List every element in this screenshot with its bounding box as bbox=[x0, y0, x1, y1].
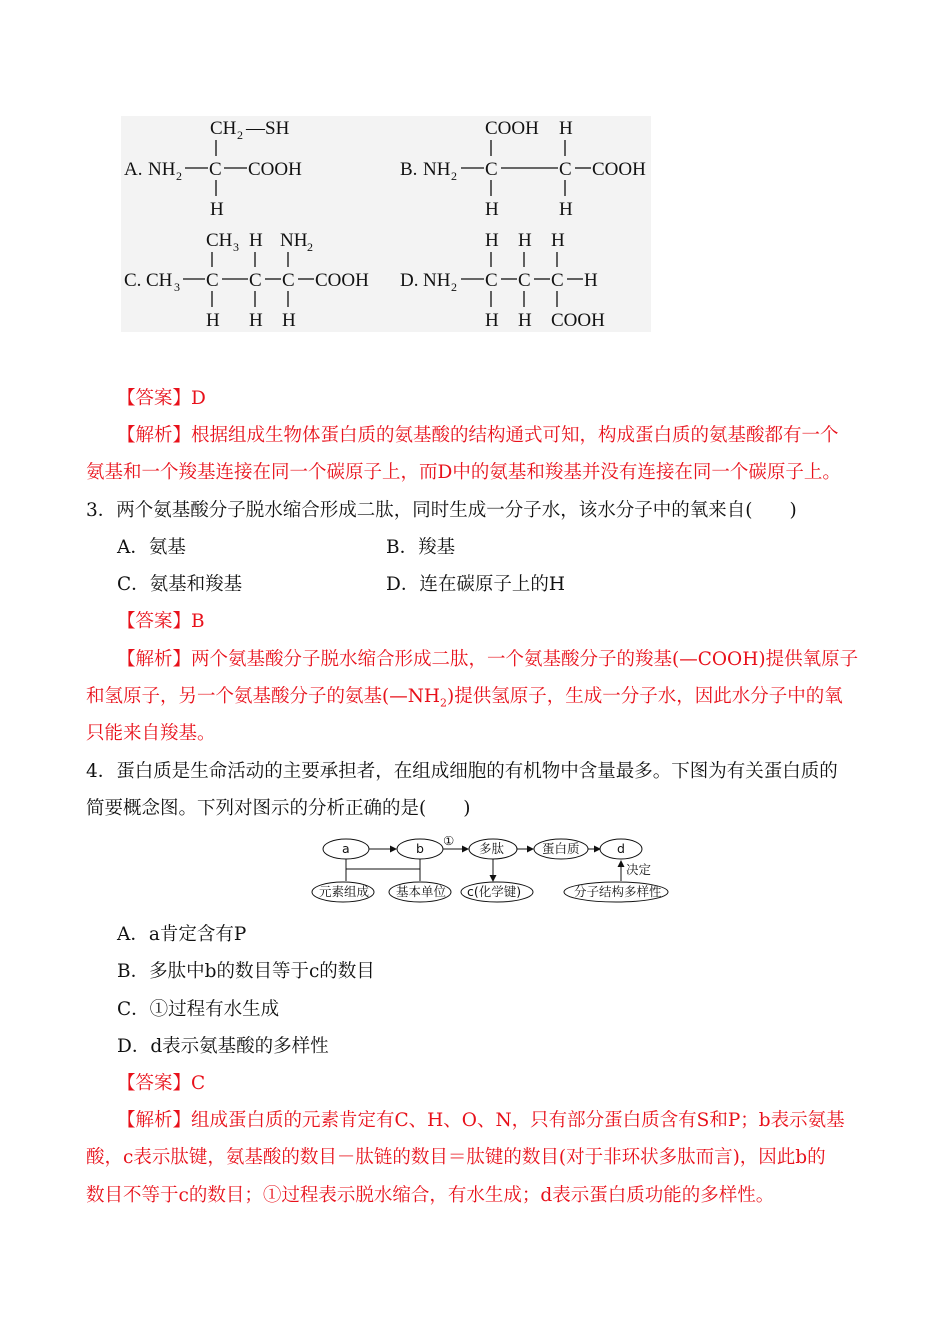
q4-analysis-text1: 组成蛋白质的元素肯定有C、H、O、N，只有部分蛋白质含有S和P；b表示氨基 bbox=[191, 1110, 845, 1131]
structure-d-center2: C bbox=[518, 270, 531, 291]
q2-analysis-line1 bbox=[117, 423, 839, 449]
node-b-label: b bbox=[416, 841, 424, 856]
q4-answer-value: C bbox=[191, 1073, 206, 1094]
structure-b bbox=[400, 118, 646, 220]
structure-c-letter: C. bbox=[124, 270, 142, 291]
q4-answer bbox=[117, 1071, 205, 1097]
structure-c-bottom1: H bbox=[206, 310, 220, 331]
structure-a-letter: A. bbox=[124, 159, 143, 180]
q2-analysis-line2: 氨基和一个羧基连接在同一个碳原子上，而D中的氨基和羧基并没有连接在同一个碳原子上。 bbox=[86, 462, 841, 483]
structure-c-left: CH bbox=[146, 270, 173, 291]
structure-b-bottom2: H bbox=[559, 199, 573, 220]
node-unit-label: 基本单位 bbox=[396, 884, 447, 899]
structure-d-bottom2: H bbox=[518, 310, 532, 331]
structure-a-bottom: H bbox=[210, 199, 224, 220]
q4-analysis-line3: 数目不等于c的数目；①过程表示脱水缩合，有水生成；d表示蛋白质功能的多样性。 bbox=[86, 1185, 775, 1206]
structure-c-top1: CH bbox=[206, 230, 233, 251]
structure-d-center3: C bbox=[551, 270, 564, 291]
q3-analysis-line2 bbox=[86, 684, 843, 717]
q3-analysis-line1 bbox=[117, 647, 858, 673]
q2-answer-label: 【答案】 bbox=[117, 388, 192, 409]
q2-answer-value: D bbox=[191, 388, 206, 409]
structure-a-center: C bbox=[209, 159, 222, 180]
structure-d-top3: H bbox=[551, 230, 565, 251]
structure-b-letter: B. bbox=[400, 159, 418, 180]
structure-c-top2: H bbox=[249, 230, 263, 251]
structure-a-top: CH bbox=[210, 118, 237, 139]
node-diversity-label: 分子结构多样性 bbox=[574, 884, 662, 899]
q3-answer-label: 【答案】 bbox=[117, 611, 192, 632]
structure-b-right: COOH bbox=[592, 159, 646, 180]
q3-analysis-text2b: )提供氢原子，生成一分子水，因此水分子中的氧 bbox=[447, 686, 843, 707]
q3-analysis-sub: 2 bbox=[440, 696, 448, 710]
q3-analysis-line3: 只能来自羧基。 bbox=[86, 723, 216, 744]
q3-option-a: A．氨基 bbox=[117, 537, 186, 558]
q4-analysis-label: 【解析】 bbox=[117, 1110, 192, 1131]
q4-option-c: C．①过程有水生成 bbox=[117, 999, 280, 1020]
structure-b-bottom1: H bbox=[485, 199, 499, 220]
node-a-label: a bbox=[342, 841, 350, 856]
structure-c-center1: C bbox=[206, 270, 219, 291]
structure-d-left-sub: 2 bbox=[451, 280, 457, 294]
q4-option-d: D．d表示氨基酸的多样性 bbox=[117, 1036, 329, 1057]
structure-a-left: NH bbox=[148, 159, 176, 180]
q4-answer-label: 【答案】 bbox=[117, 1073, 192, 1094]
q3-answer-value: B bbox=[191, 611, 205, 632]
node-protein-label: 蛋白质 bbox=[542, 841, 580, 856]
structure-a-top-sub: 2 bbox=[237, 128, 243, 142]
structure-c-top3-sub: 2 bbox=[307, 240, 313, 254]
step-1-label: ① bbox=[443, 836, 455, 848]
structure-d-center1: C bbox=[485, 270, 498, 291]
decide-label: 决定 bbox=[626, 862, 652, 877]
q3-option-d: D．连在碳原子上的H bbox=[386, 574, 565, 595]
structure-c-right: COOH bbox=[315, 270, 369, 291]
structure-a-right: COOH bbox=[248, 159, 302, 180]
q4-option-b: B．多肽中b的数目等于c的数目 bbox=[117, 961, 375, 982]
structure-a-left-sub: 2 bbox=[176, 169, 182, 183]
protein-concept-diagram bbox=[310, 836, 680, 906]
q2-analysis-text1: 根据组成生物体蛋白质的氨基酸的结构通式可知，构成蛋白质的氨基酸都有一个 bbox=[191, 425, 839, 446]
q3-option-b: B．羧基 bbox=[386, 537, 456, 558]
structure-c-center2: C bbox=[249, 270, 262, 291]
structure-d-bottom3: COOH bbox=[551, 310, 605, 331]
node-d-label: d bbox=[617, 841, 625, 856]
q3-answer bbox=[117, 609, 205, 635]
structure-b-left-sub: 2 bbox=[451, 169, 457, 183]
structure-d-bottom1: H bbox=[485, 310, 499, 331]
q4-stem-line1: 4．蛋白质是生命活动的主要承担者，在组成细胞的有机物中含量最多。下图为有关蛋白质的 bbox=[86, 761, 838, 782]
structure-d-top2: H bbox=[518, 230, 532, 251]
q4-stem-line2: 简要概念图。下列对图示的分析正确的是( ) bbox=[86, 798, 471, 819]
q4-analysis-line1 bbox=[117, 1108, 845, 1134]
structure-c-bottom3: H bbox=[282, 310, 296, 331]
structure-d-letter: D. bbox=[400, 270, 419, 291]
structure-c bbox=[124, 230, 369, 331]
structure-c-center3: C bbox=[282, 270, 295, 291]
structure-b-top2: H bbox=[559, 118, 573, 139]
q3-analysis-text1: 两个氨基酸分子脱水缩合形成二肽，一个氨基酸分子的羧基(—COOH)提供氧原子 bbox=[191, 649, 859, 670]
node-c-label: c(化学键) bbox=[467, 884, 522, 899]
structure-c-top3: NH bbox=[280, 230, 308, 251]
structure-a-top-tail: —SH bbox=[246, 118, 290, 139]
node-elements-label: 元素组成 bbox=[319, 884, 370, 899]
structure-d bbox=[400, 230, 605, 331]
node-polypeptide-label: 多肽 bbox=[479, 841, 505, 856]
structure-c-left-sub: 3 bbox=[174, 280, 180, 294]
structure-b-center1: C bbox=[485, 159, 498, 180]
structure-b-left: NH bbox=[423, 159, 451, 180]
q2-analysis-label: 【解析】 bbox=[117, 425, 192, 446]
q2-answer bbox=[117, 386, 206, 412]
structure-c-top1-sub: 3 bbox=[233, 240, 239, 254]
q4-option-a: A．a肯定含有P bbox=[117, 924, 247, 945]
q3-option-c: C．氨基和羧基 bbox=[117, 574, 243, 595]
structure-a bbox=[124, 118, 302, 220]
structure-b-top1: COOH bbox=[485, 118, 539, 139]
structure-d-top1: H bbox=[485, 230, 499, 251]
amino-acid-structures-figure bbox=[121, 116, 651, 332]
structure-b-center2: C bbox=[559, 159, 572, 180]
q3-analysis-text2a: 和氢原子，另一个氨基酸分子的氨基(—NH bbox=[86, 686, 441, 707]
q4-analysis-line2: 酸，c表示肽键，氨基酸的数目－肽链的数目＝肽键的数目(对于非环状多肽而言)，因此b的 bbox=[86, 1147, 826, 1168]
structure-c-bottom2: H bbox=[249, 310, 263, 331]
q3-stem: 3．两个氨基酸分子脱水缩合形成二肽，同时生成一分子水，该水分子中的氧来自( ) bbox=[86, 500, 797, 521]
q3-analysis-label: 【解析】 bbox=[117, 649, 192, 670]
structure-d-right: H bbox=[584, 270, 598, 291]
structure-d-left: NH bbox=[423, 270, 451, 291]
